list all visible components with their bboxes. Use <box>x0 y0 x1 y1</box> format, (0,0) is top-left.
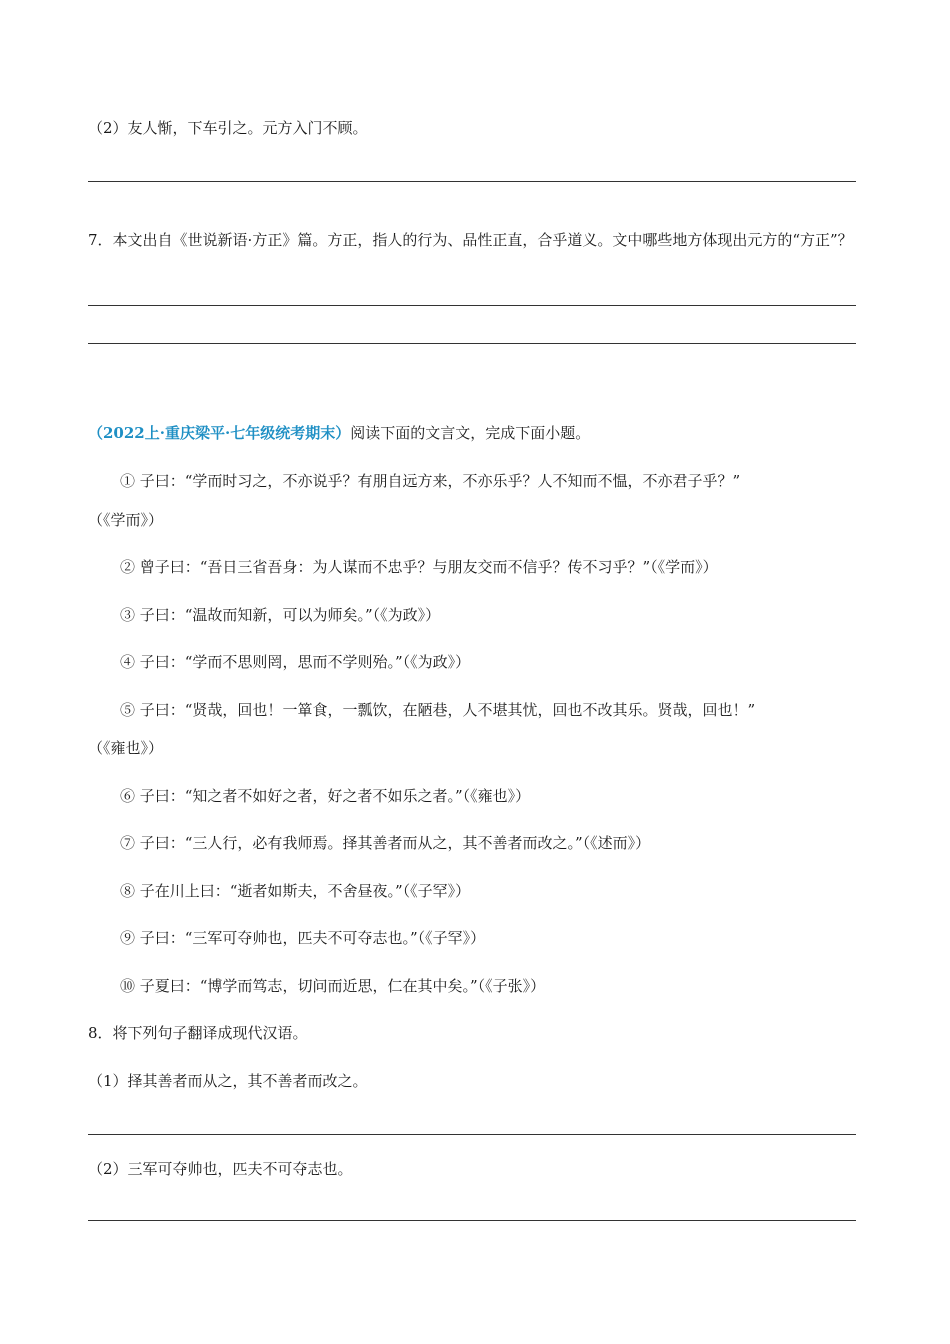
question-8: 8．将下列句子翻译成现代汉语。 <box>88 1024 308 1042</box>
section-instruction: 阅读下面的文言文，完成下面小题。 <box>350 424 591 442</box>
quote-3: ③ 子曰：“温故而知新，可以为师矣。”（《为政》） <box>120 606 441 624</box>
question-7: 7．本文出自《世说新语·方正》篇。方正，指人的行为、品性正直，合乎道义。文中哪些地方体现出元方的“方正”？ <box>88 231 853 249</box>
quote-10: ⑩ 子夏曰：“博学而笃志，切问而近思，仁在其中矣。”（《子张》） <box>120 977 546 995</box>
quote-6: ⑥ 子曰：“知之者不如好之者，好之者不如乐之者。”（《雍也》） <box>120 787 531 805</box>
question-8-item-1: （1）择其善者而从之，其不善者而改之。 <box>88 1072 368 1090</box>
quote-7: ⑦ 子曰：“三人行，必有我师焉。择其善者而从之，其不善者而改之。”（《述而》） <box>120 834 651 852</box>
quote-9: ⑨ 子曰：“三军可夺帅也，匹夫不可夺志也。”（《子罕》） <box>120 929 486 947</box>
question-8-item-2: （2）三军可夺帅也，匹夫不可夺志也。 <box>88 1160 353 1178</box>
quote-8: ⑧ 子在川上曰：“逝者如斯夫，不舍昼夜。”（《子罕》） <box>120 882 471 900</box>
quote-4: ④ 子曰：“学而不思则罔，思而不学则殆。”（《为政》） <box>120 653 471 671</box>
quote-2: ② 曾子曰：“吾日三省吾身：为人谋而不忠乎？与朋友交而不信乎？传不习乎？”（《学而》） <box>120 558 718 576</box>
answer-line[interactable] <box>88 343 856 344</box>
answer-line[interactable] <box>88 1220 856 1221</box>
section-source: （2022上·重庆梁平·七年级统考期末） <box>88 424 351 442</box>
answer-line[interactable] <box>88 305 856 306</box>
answer-line[interactable] <box>88 181 856 182</box>
section-header <box>88 422 590 444</box>
question-6-item-2: （2）友人惭，下车引之。元方入门不顾。 <box>88 119 368 137</box>
quote-5: ⑤ 子曰：“贤哉，回也！一箪食，一瓢饮，在陋巷，人不堪其忧，回也不改其乐。贤哉，回也！” <box>120 701 756 719</box>
quote-1-source: （《学而》） <box>88 511 164 529</box>
quote-5-source: （《雍也》） <box>88 739 164 757</box>
quote-1: ① 子曰：“学而时习之，不亦说乎？有朋自远方来，不亦乐乎？人不知而不愠，不亦君子乎？” <box>120 472 741 490</box>
answer-line[interactable] <box>88 1134 856 1135</box>
